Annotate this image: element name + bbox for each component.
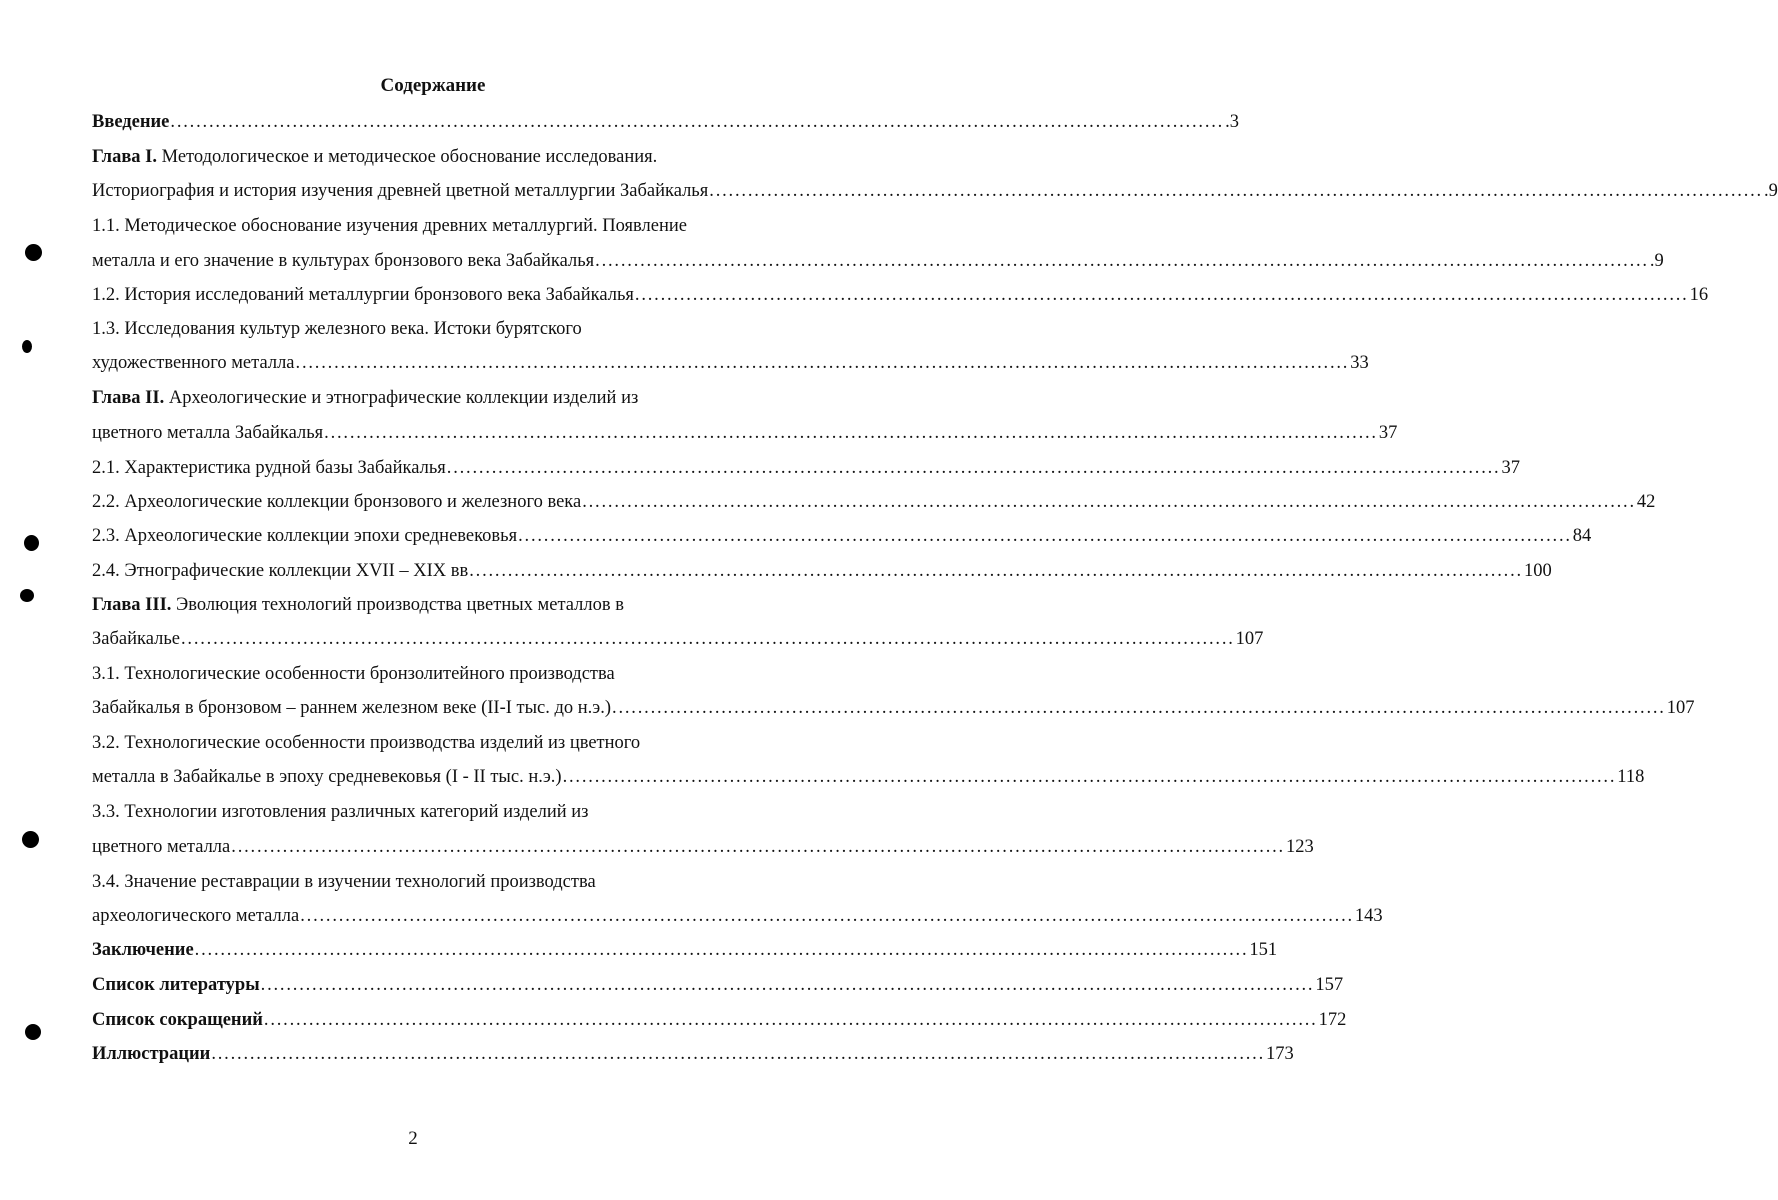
toc-page-number: 157 xyxy=(1315,975,1344,995)
toc-entry xyxy=(92,109,1239,135)
toc-page-number: 151 xyxy=(1249,940,1278,960)
toc-entry-text: металла в Забайкалье в эпоху средневековья (I - II тыс. н.э.) xyxy=(92,767,562,787)
toc-entry-text: Забайкалья в бронзовом – раннем железном веке (II-I тыс. до н.э.) xyxy=(92,698,612,718)
toc-page-number: 37 xyxy=(1501,458,1520,478)
binding-hole xyxy=(22,831,39,848)
toc-entry xyxy=(92,661,615,687)
toc-entry-label: Глава III. xyxy=(92,595,172,615)
toc-entry-text: 3.2. Технологические особенности производства изделий из цветного xyxy=(92,733,641,753)
dot-leader: .................................................................................................................................................................... xyxy=(709,181,1763,201)
binding-hole xyxy=(22,340,32,353)
toc-entry-label: Введение xyxy=(92,112,170,132)
binding-hole xyxy=(25,1024,41,1040)
toc-entry xyxy=(92,1041,1294,1067)
toc-entry xyxy=(92,455,1520,481)
toc-entry xyxy=(92,1007,1347,1033)
dot-leader: .................................................................................................................................................................... xyxy=(518,526,1572,546)
toc-entry xyxy=(92,592,624,618)
toc-entry-text: 2.1. Характеристика рудной базы Забайкалья xyxy=(92,458,446,478)
toc-entry-text: 3.1. Технологические особенности бронзолитейного производства xyxy=(92,664,615,684)
toc-entry xyxy=(92,903,1383,929)
toc-entry xyxy=(92,178,1778,204)
toc-entry-text: 3.3. Технологии изготовления различных категорий изделий из xyxy=(92,802,589,822)
toc-entry-text: 3.4. Значение реставрации в изучении технологий производства xyxy=(92,872,596,892)
dot-leader: .................................................................................................................................................................... xyxy=(324,423,1378,443)
toc-entry-text: цветного металла xyxy=(92,837,231,857)
toc-entry xyxy=(92,213,687,239)
dot-leader: .................................................................................................................................................................... xyxy=(634,285,1689,305)
toc-entry-text: 1.2. История исследований металлургии бронзового века Забайкалья xyxy=(92,285,634,305)
toc-entry xyxy=(92,558,1552,584)
toc-page-number: 123 xyxy=(1285,837,1314,857)
dot-leader: .................................................................................................................................................................... xyxy=(180,629,1235,649)
toc-entry-label: Список литературы xyxy=(92,975,260,995)
toc-page-number: 84 xyxy=(1572,526,1592,546)
dot-leader: .................................................................................................................................................................... xyxy=(562,767,1617,787)
dot-leader: .................................................................................................................................................................... xyxy=(194,940,1249,960)
dot-leader: .................................................................................................................................................................... xyxy=(469,561,1523,581)
toc-page-number: 172 xyxy=(1318,1010,1347,1030)
dot-leader: .................................................................................................................................................................... xyxy=(595,251,1649,271)
toc-page-number: 16 xyxy=(1689,285,1709,305)
toc-entry xyxy=(92,730,640,756)
page-title: Содержание xyxy=(380,75,486,96)
toc-entry-label: Иллюстрации xyxy=(92,1044,211,1064)
toc-page-number: 107 xyxy=(1235,629,1264,649)
toc-entry-label: Заключение xyxy=(92,940,194,960)
toc-entry xyxy=(92,695,1695,721)
toc-entry-text: художественного металла xyxy=(92,353,295,373)
toc-entry-text: 2.3. Археологические коллекции эпохи средневековья xyxy=(92,526,518,546)
toc-entry xyxy=(92,869,596,895)
toc-entry xyxy=(92,972,1344,998)
toc-page-number: 143 xyxy=(1354,906,1383,926)
toc-page-number: .3 xyxy=(1225,112,1239,132)
toc-page-number: .9 xyxy=(1649,251,1664,271)
toc-entry-text: Археологические и этнографические коллекции изделий из xyxy=(164,388,639,408)
toc-entry-text: 1.3. Исследования культур железного века. Истоки бурятского xyxy=(92,319,582,339)
toc-entry-text: 1.1. Методическое обоснование изучения древних металлургий. Появление xyxy=(92,216,688,236)
toc-page-number: 100 xyxy=(1523,561,1552,581)
page-number: 2 xyxy=(408,1128,418,1149)
dot-leader: .................................................................................................................................................................... xyxy=(612,698,1666,718)
dot-leader: .................................................................................................................................................................... xyxy=(263,1010,1318,1030)
toc-entry-label: Глава II. xyxy=(92,388,165,408)
dot-leader: .................................................................................................................................................................... xyxy=(170,112,1225,132)
toc-page-number: 33 xyxy=(1350,353,1369,373)
toc-entry-text: археологического металла xyxy=(92,906,300,926)
toc-page-number: 107 xyxy=(1666,698,1695,718)
toc-entry xyxy=(92,316,582,342)
toc-entry xyxy=(92,764,1645,790)
dot-leader: .................................................................................................................................................................... xyxy=(211,1044,1266,1064)
toc-entry xyxy=(92,282,1709,308)
toc-entry xyxy=(92,799,588,825)
binding-hole xyxy=(25,244,42,261)
dot-leader: .................................................................................................................................................................... xyxy=(295,353,1350,373)
toc-entry-text: 2.4. Этнографические коллекции XVII – XIX вв xyxy=(92,561,469,581)
dot-leader: .................................................................................................................................................................... xyxy=(231,837,1285,857)
binding-hole xyxy=(20,589,34,602)
toc-entry xyxy=(92,350,1369,376)
toc-entry-text: Историография и история изучения древней цветной металлургии Забайкалья xyxy=(92,181,709,201)
toc-entry xyxy=(92,144,657,170)
toc-entry xyxy=(92,523,1592,549)
toc-page-number: 173 xyxy=(1266,1044,1294,1064)
toc-entry-label: Глава I. xyxy=(92,147,158,167)
binding-hole xyxy=(24,535,39,551)
toc-entry-text: цветного металла Забайкалья xyxy=(92,423,324,443)
toc-entry xyxy=(92,626,1264,652)
dot-leader: .................................................................................................................................................................... xyxy=(260,975,1315,995)
dot-leader: .................................................................................................................................................................... xyxy=(582,492,1636,512)
toc-page-number: 118 xyxy=(1617,767,1645,787)
toc-page-number: .9 xyxy=(1763,181,1778,201)
toc-entry-text: Эволюция технологий производства цветных металлов в xyxy=(171,595,624,615)
toc-entry xyxy=(92,420,1398,446)
toc-entry xyxy=(92,834,1314,860)
toc-page-number: 42 xyxy=(1636,492,1656,512)
toc-entry xyxy=(92,385,638,411)
toc-entry-text: Методологическое и методическое обоснование исследования. xyxy=(157,147,658,167)
toc-entry-text: Забайкалье xyxy=(92,629,180,649)
toc-entry xyxy=(92,248,1664,274)
toc-entry-label: Список сокращений xyxy=(92,1010,263,1030)
toc-entry xyxy=(92,937,1278,963)
toc-entry xyxy=(92,489,1656,515)
dot-leader: .................................................................................................................................................................... xyxy=(446,458,1501,478)
toc-entry-text: 2.2. Археологические коллекции бронзового и железного века xyxy=(92,492,582,512)
toc-entry-text: металла и его значение в культурах бронзового века Забайкалья xyxy=(92,251,595,271)
dot-leader: .................................................................................................................................................................... xyxy=(300,906,1354,926)
toc-page-number: 37 xyxy=(1378,423,1398,443)
